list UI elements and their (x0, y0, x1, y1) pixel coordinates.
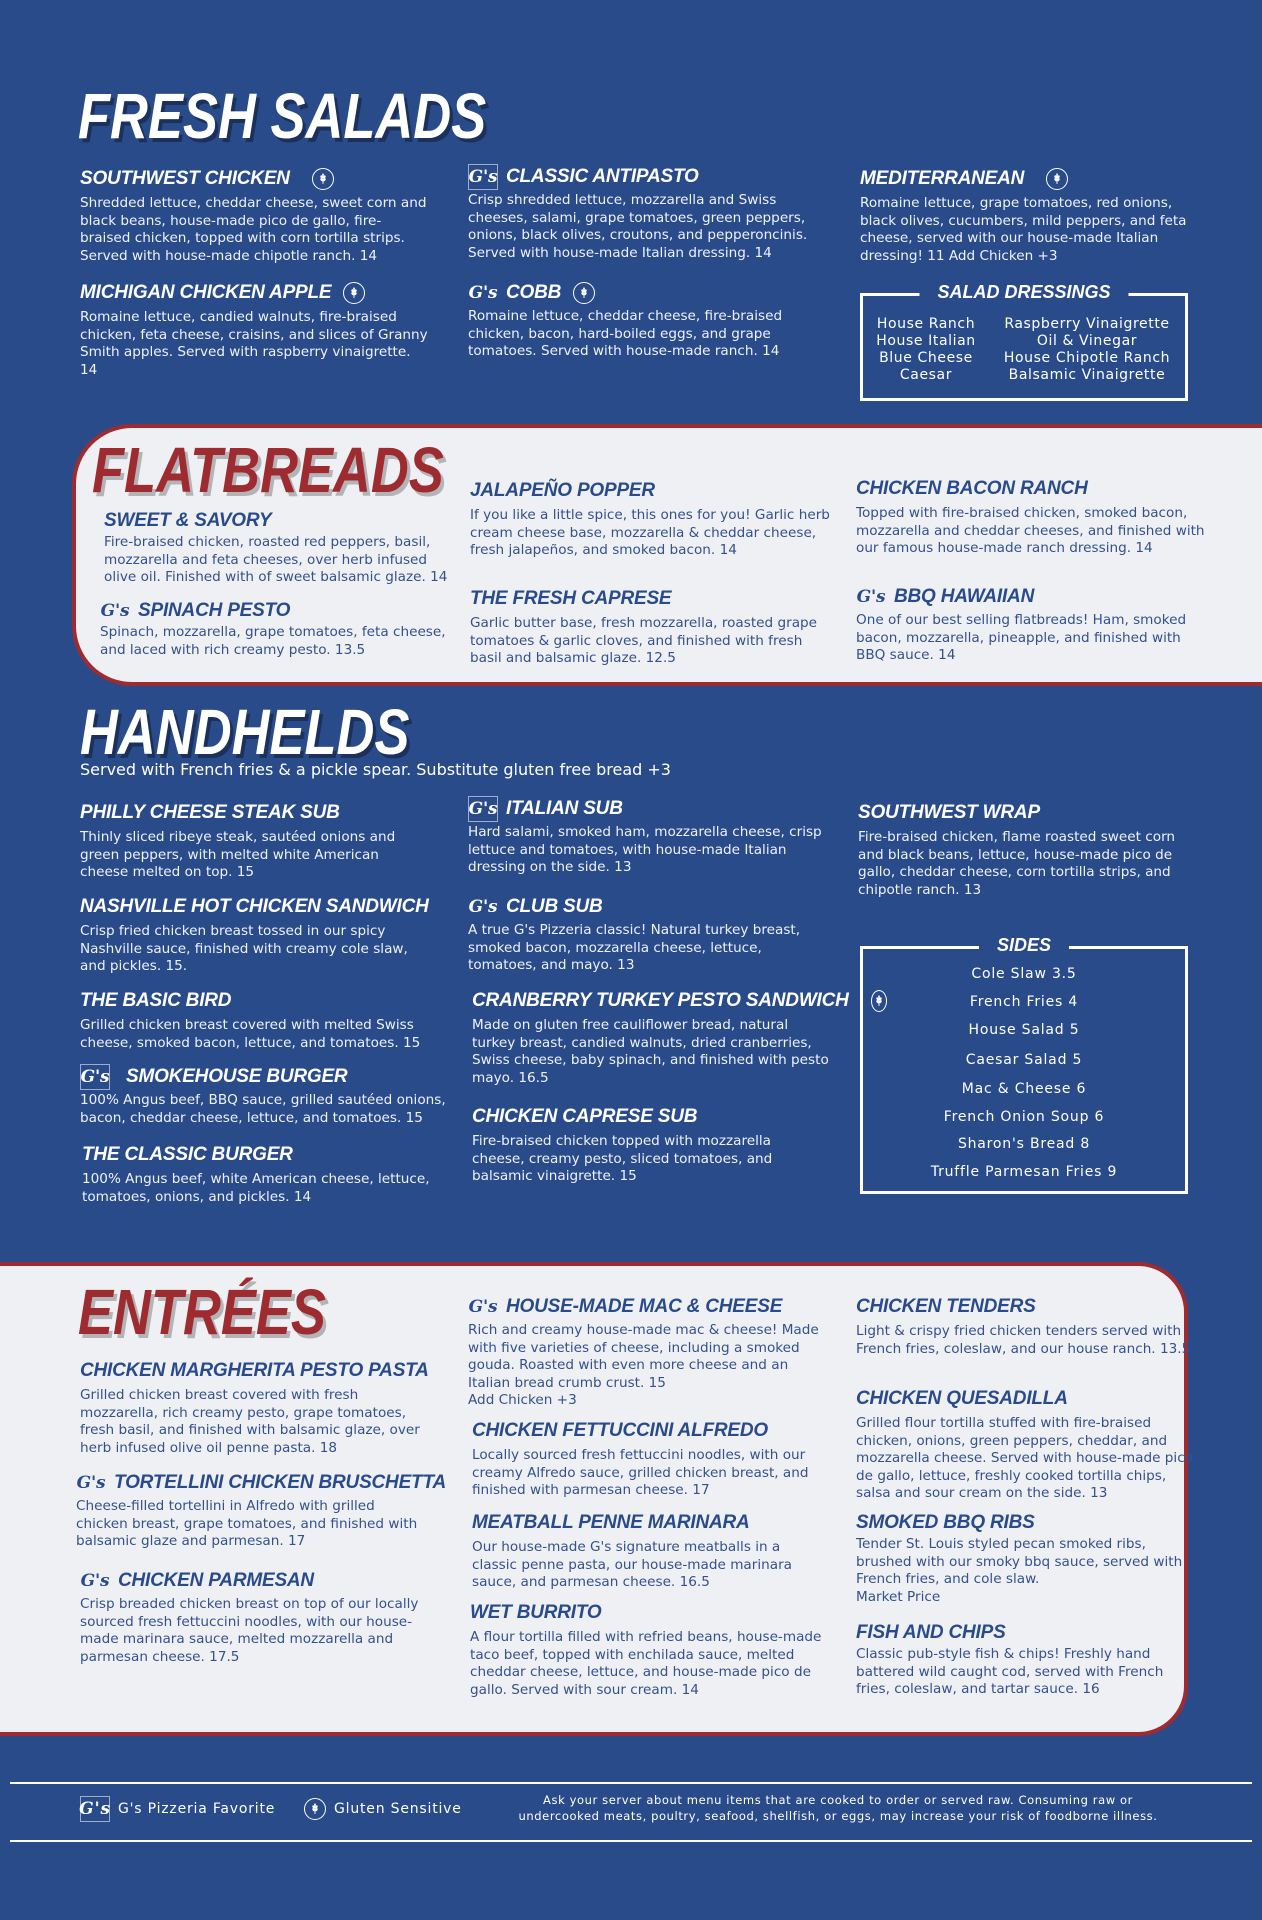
menu-item (472, 990, 849, 1087)
item-desc: Grilled flour tortilla stuffed with fire-braised chicken, onions, green peppers, cheddar, and mozzarella cheese. Served with house-made pico de gallo, lettuce, freshly cooked tortilla chips, salsa and sour cream on the side. 13 (856, 1415, 1194, 1501)
gs-favorite-icon: G's (468, 897, 498, 917)
legend-gf-label: Gluten Sensitive (334, 1801, 462, 1817)
item-desc: Locally sourced fresh fettuccini noodles, with our creamy Alfredo sauce, grilled chicken breast, and finished with parmesan cheese. 17 (472, 1447, 809, 1498)
disclaimer (478, 1792, 1198, 1824)
item-name: JALAPEÑO POPPER (470, 480, 655, 501)
item-name: THE BASIC BIRD (80, 990, 232, 1011)
item-name: CHICKEN TENDERS (856, 1296, 1036, 1317)
menu-item (468, 280, 828, 361)
menu-item (80, 802, 420, 882)
item-desc: 100% Angus beef, BBQ sauce, grilled sautéed onions, bacon, cheddar cheese, lettuce, and tomatoes. 15 (80, 1092, 446, 1126)
item-desc: Romaine lettuce, candied walnuts, fire-braised chicken, feta cheese, craisins, and slices of Granny Smith apples. Served with raspberry vinaigrette. 14 (80, 309, 428, 378)
item-name: WET BURRITO (470, 1602, 602, 1623)
item-name: CHICKEN QUESADILLA (856, 1388, 1068, 1409)
side-item: Sharon's Bread 8 (957, 1136, 1091, 1152)
menu-item (856, 1622, 1196, 1699)
menu-item (468, 796, 828, 877)
item-name: CHICKEN CAPRESE SUB (472, 1106, 698, 1127)
item-name: SPINACH PESTO (138, 600, 291, 621)
entrees-title: ENTRÉES (78, 1276, 326, 1348)
item-name: CHICKEN PARMESAN (118, 1570, 314, 1591)
item-name: MEATBALL PENNE MARINARA (472, 1512, 750, 1533)
item-name: ITALIAN SUB (506, 798, 623, 819)
gs-favorite-icon: G's (80, 1571, 110, 1591)
gs-favorite-icon: G's (468, 164, 498, 190)
item-desc: Shredded lettuce, cheddar cheese, sweet corn and black beans, house-made pico de gallo, fire-braised chicken, topped with corn tortilla strips. Served with house-made chipotle ranch. 14 (80, 195, 427, 264)
item-desc: Grilled chicken breast covered with fresh mozzarella, rich creamy pesto, grape tomatoes, fresh basil, and finished with balsamic glaze, over herb infused olive oil penne pasta. 18 (80, 1387, 420, 1456)
dressing-item: Raspberry Vinaigrette (1004, 316, 1170, 332)
side-item: French Onion Soup 6 (943, 1109, 1105, 1125)
item-desc: Tender St. Louis styled pecan smoked ribs, brushed with our smoky bbq sauce, served with French fries, and cole slaw. (856, 1536, 1183, 1587)
menu-item (104, 510, 459, 587)
item-desc: A flour tortilla filled with refried beans, house-made taco beef, topped with enchilada sauce, melted cheddar cheese, lettuce, and house-made pico de gallo. Served with sour cream. 14 (470, 1629, 822, 1698)
menu-item (470, 588, 830, 668)
side-item: French Fries 4 (969, 994, 1079, 1010)
dressings-left (871, 316, 981, 384)
menu-item (856, 478, 1206, 558)
handhelds-subtitle: Served with French fries & a pickle spear. Substitute gluten free bread +3 (80, 760, 671, 779)
wheat-icon (1046, 168, 1068, 190)
item-desc: Thinly sliced ribeye steak, sautéed onions and green peppers, with melted white American cheese melted on top. 15 (80, 829, 396, 880)
dressings-right (991, 316, 1183, 384)
item-desc: Classic pub-style fish & chips! Freshly hand battered wild caught cod, served with French fries, coleslaw, and tartar sauce. 16 (856, 1646, 1164, 1697)
side-item: House Salad 5 (968, 1022, 1080, 1038)
item-desc: Crisp breaded chicken breast on top of our locally sourced fresh fettuccini noodles, with our house-made marinara sauce, melted mozzarella and parmesan cheese. 17.5 (80, 1596, 419, 1665)
menu-item (472, 1420, 822, 1500)
menu-item (80, 1360, 435, 1457)
item-name: HOUSE-MADE MAC & CHEESE (506, 1296, 783, 1317)
menu-item (856, 1388, 1196, 1503)
dressing-item: Blue Cheese (879, 350, 973, 366)
item-desc: A true G's Pizzeria classic! Natural turkey breast, smoked bacon, mozzarella cheese, lettuce, tomatoes, and mayo. 13 (468, 922, 801, 973)
menu-item (472, 1512, 822, 1592)
wheat-icon (304, 1798, 326, 1820)
footer-divider-top (10, 1782, 1252, 1784)
flatbreads-title: FLATBREADS (92, 434, 444, 506)
handhelds-title: HANDHELDS (80, 696, 410, 768)
side-item: Truffle Parmesan Fries 9 (930, 1164, 1118, 1180)
side-item: Mac & Cheese 6 (961, 1081, 1087, 1097)
menu-item (470, 480, 830, 560)
item-extra: Market Price (856, 1588, 941, 1605)
item-name: SOUTHWEST WRAP (858, 802, 1040, 823)
item-name: MEDITERRANEAN (860, 168, 1025, 189)
item-desc: Fire-braised chicken topped with mozzarella cheese, creamy pesto, sliced tomatoes, and balsamic vinaigrette. 15 (472, 1133, 773, 1184)
menu-item (856, 1296, 1196, 1358)
item-name: THE FRESH CAPRESE (470, 588, 672, 609)
menu-item (468, 1294, 823, 1410)
item-desc: Hard salami, smoked ham, mozzarella cheese, crisp lettuce and tomatoes, with house-made Italian dressing on the side. 13 (468, 824, 822, 875)
menu-item (470, 1602, 840, 1699)
item-desc: Crisp fried chicken breast tossed in our spicy Nashville sauce, finished with creamy cole slaw, and pickles. 15. (80, 923, 408, 974)
dressing-item: Oil & Vinegar (1036, 333, 1138, 349)
item-name: CHICKEN FETTUCCINI ALFREDO (472, 1420, 768, 1441)
item-desc: One of our best selling flatbreads! Ham, smoked bacon, mozzarella, pineapple, and finished with BBQ sauce. 14 (856, 612, 1187, 663)
item-extra: Add Chicken +3 (468, 1392, 577, 1408)
disclaimer-line: undercooked meats, poultry, seafood, shellfish, or eggs, may increase your risk of foodborne illness. (518, 1809, 1158, 1823)
sides-box (860, 935, 1188, 1194)
item-desc: Our house-made G's signature meatballs in a classic penne pasta, our house-made marinara sauce, and parmesan cheese. 16.5 (472, 1539, 792, 1590)
item-desc: Grilled chicken breast covered with melted Swiss cheese, smoked bacon, lettuce, and tomatoes. 15 (80, 1017, 421, 1051)
menu-item (80, 1064, 450, 1127)
menu-item (76, 1470, 446, 1551)
dressing-item: Caesar (899, 367, 953, 383)
wheat-icon (312, 168, 334, 190)
item-name: CRANBERRY TURKEY PESTO SANDWICH (472, 990, 849, 1011)
item-name: MICHIGAN CHICKEN APPLE (80, 282, 332, 303)
item-name: CLASSIC ANTIPASTO (506, 166, 699, 187)
item-name: COBB (506, 282, 562, 303)
gs-favorite-icon: G's (80, 1064, 110, 1090)
gs-favorite-icon: G's (856, 587, 886, 607)
item-desc: Topped with fire-braised chicken, smoked bacon, mozzarella and cheddar cheeses, and finished with our famous house-made ranch dressing. 14 (856, 505, 1205, 556)
legend-gf (304, 1798, 462, 1820)
footer-divider-bottom (10, 1840, 1252, 1842)
dressing-item: Balsamic Vinaigrette (1008, 367, 1166, 383)
legend-gs-label: G's Pizzeria Favorite (118, 1801, 276, 1817)
item-desc: If you like a little spice, this ones for you! Garlic herb cream cheese base, mozzarella & cheddar cheese, fresh jalapeños, and smoked bacon. 14 (470, 507, 830, 558)
salads-title: FRESH SALADS (78, 80, 487, 152)
item-desc: Romaine lettuce, cheddar cheese, fire-braised chicken, bacon, hard-boiled eggs, and grape tomatoes. Served with house-made ranch. 14 (468, 308, 783, 359)
gs-favorite-icon: G's (468, 283, 498, 303)
item-desc: Light & crispy fried chicken tenders served with French fries, coleslaw, and our house ranch. 13.5 (856, 1323, 1191, 1357)
item-desc: Rich and creamy house-made mac & cheese! Made with five varieties of cheese, including a smoked gouda. Roasted with even more cheese and an Italian bread crumb crust. 15 (468, 1322, 819, 1391)
gs-favorite-icon: G's (80, 1796, 110, 1822)
item-desc: Spinach, mozzarella, grape tomatoes, feta cheese, and laced with rich creamy pesto. 13.5 (100, 624, 446, 658)
sides-title: SIDES (979, 935, 1069, 956)
menu-item (860, 168, 1205, 265)
item-name: CLUB SUB (506, 896, 603, 917)
item-desc: 100% Angus beef, white American cheese, lettuce, tomatoes, onions, and pickles. 14 (82, 1171, 430, 1205)
menu-item (468, 164, 828, 262)
legend-gs (80, 1796, 275, 1822)
menu-item (80, 990, 440, 1052)
menu-item (856, 584, 1206, 665)
dressing-item: House Ranch (876, 316, 976, 332)
item-name: BBQ HAWAIIAN (894, 586, 1035, 607)
item-name: SOUTHWEST CHICKEN (80, 168, 290, 189)
item-name: CHICKEN MARGHERITA PESTO PASTA (80, 1360, 429, 1381)
side-item: Cole Slaw 3.5 (971, 966, 1077, 982)
item-name: SMOKEHOUSE BURGER (126, 1066, 348, 1087)
side-item: Caesar Salad 5 (965, 1052, 1083, 1068)
menu-item (468, 894, 828, 975)
item-name: TORTELLINI CHICKEN BRUSCHETTA (114, 1472, 446, 1493)
salad-dressings-box (860, 282, 1188, 401)
gs-favorite-icon: G's (100, 601, 130, 621)
menu-item (100, 598, 450, 659)
dressing-item: House Italian (876, 333, 976, 349)
item-name: NASHVILLE HOT CHICKEN SANDWICH (80, 896, 429, 917)
item-desc: Crisp shredded lettuce, mozzarella and Swiss cheeses, salami, grape tomatoes, green peppers, onions, black olives, croutons, and pepperoncinis. Served with house-made Italian dressing. 14 (468, 192, 808, 261)
item-name: FISH AND CHIPS (856, 1622, 1006, 1643)
item-name: CHICKEN BACON RANCH (856, 478, 1088, 499)
menu-item (80, 168, 430, 265)
disclaimer-line: Ask your server about menu items that are cooked to order or served raw. Consuming raw or (543, 1793, 1133, 1807)
item-desc: Garlic butter base, fresh mozzarella, roasted grape tomatoes & garlic cloves, and finished with fresh basil and balsamic glaze. 12.5 (470, 615, 818, 666)
item-name: SWEET & SAVORY (104, 510, 272, 531)
menu-item (856, 1512, 1196, 1606)
item-name: THE CLASSIC BURGER (82, 1144, 293, 1165)
item-name: SMOKED BBQ RIBS (856, 1512, 1035, 1533)
gs-favorite-icon: G's (76, 1473, 106, 1493)
gs-favorite-icon: G's (468, 796, 498, 822)
menu-item (80, 1568, 430, 1666)
dressing-item: House Chipotle Ranch (1003, 350, 1171, 366)
wheat-icon (573, 282, 595, 304)
menu-item (82, 1144, 442, 1206)
menu-item (858, 802, 1198, 899)
item-desc: Fire-braised chicken, flame roasted sweet corn and black beans, lettuce, house-made pico de gallo, cheddar cheese, corn tortilla strips, and chipotle ranch. 13 (858, 829, 1176, 898)
menu-item (80, 896, 429, 976)
menu-item (80, 282, 430, 379)
dressings-title: SALAD DRESSINGS (919, 282, 1128, 303)
gs-favorite-icon: G's (468, 1297, 498, 1317)
item-desc: Cheese-filled tortellini in Alfredo with grilled chicken breast, grape tomatoes, and finished with balsamic glaze and parmesan. 17 (76, 1498, 418, 1549)
item-name: PHILLY CHEESE STEAK SUB (80, 802, 340, 823)
wheat-icon (343, 282, 365, 304)
menu-item (472, 1106, 822, 1186)
item-desc: Romaine lettuce, grape tomatoes, red onions, black olives, cucumbers, mild peppers, and feta cheese, served with our house-made Italian dressing! 11 Add Chicken +3 (860, 195, 1187, 264)
item-desc: Fire-braised chicken, roasted red peppers, basil, mozzarella and feta cheeses, over herb infused olive oil. Finished with of sweet balsamic glaze. 14 (104, 534, 448, 585)
item-desc: Made on gluten free cauliflower bread, natural turkey breast, candied walnuts, dried cranberries, Swiss cheese, baby spinach, and finished with pesto mayo. 16.5 (472, 1017, 829, 1086)
